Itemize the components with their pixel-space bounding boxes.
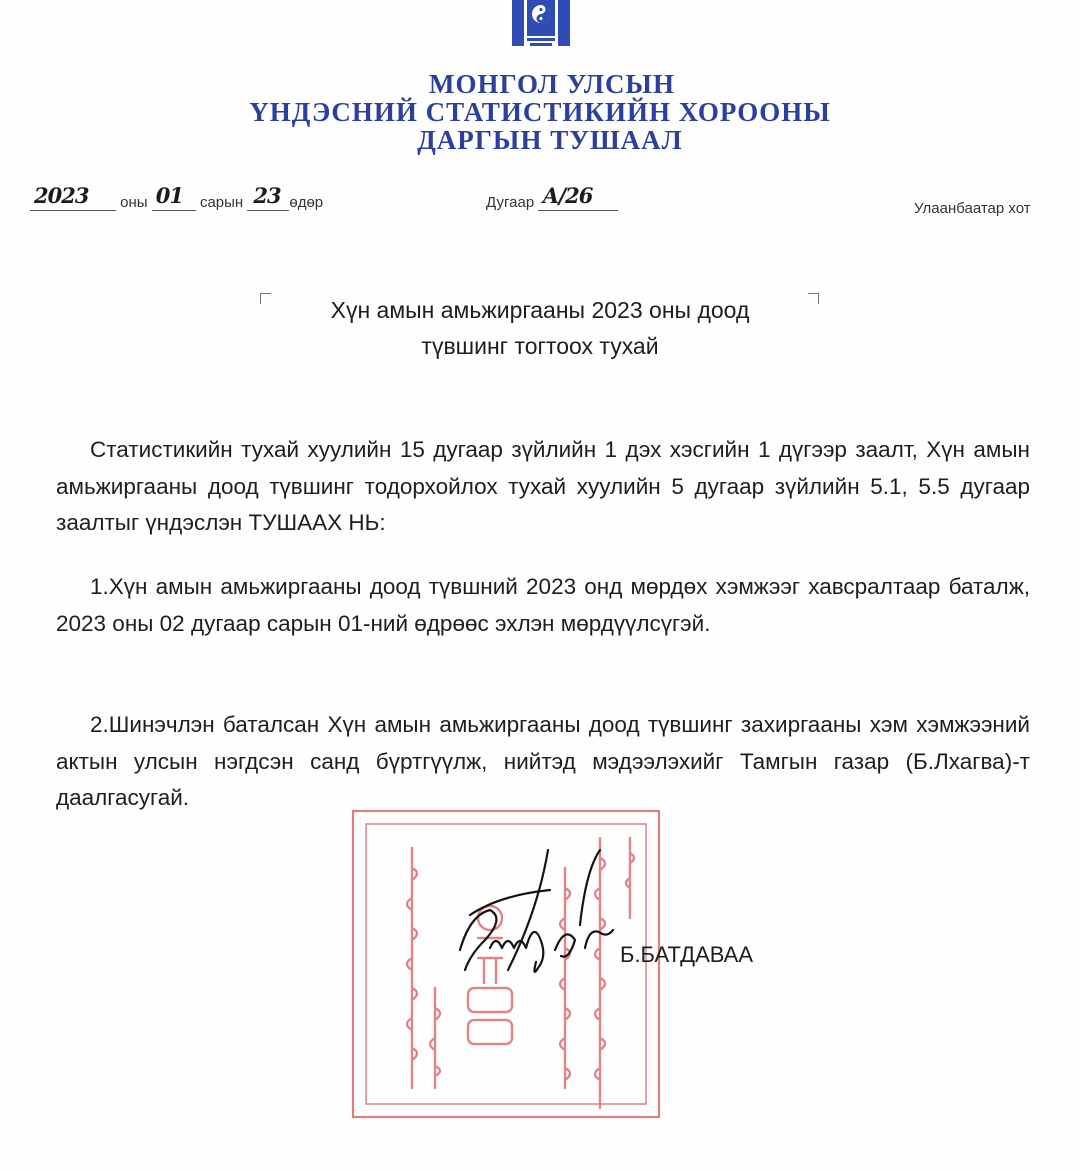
- month-suffix: сарын: [199, 194, 244, 211]
- header-line-country: МОНГОЛ УЛСЫН: [429, 69, 675, 99]
- paragraph-item-1: 1.Хүн амын амьжиргааны доод түвшний 2023 онд мөрдөх хэмжээг хавсралтаар баталж, 2023 оны 02 дугаар сарын 01-ний өдрөөс эхлэн мөрдүүлсүгэй.: [56, 574, 1030, 636]
- paragraph-item-2: 2.Шинэчлэн баталсан Хүн амын амьжиргааны доод түвшинг захиргааны хэм хэмжээний актын улсын нэгдсэн санд бүртгүүлж, нийтэд мэдээлэхийг Тамгын газар (Б.Лхагва)-т даалгасугай.: [56, 712, 1030, 810]
- document-title: [270, 292, 810, 364]
- order-number-label: Дугаар: [486, 194, 535, 211]
- date-field: [30, 183, 360, 220]
- year-handwritten: 2023: [34, 183, 89, 208]
- header-line-committee: ҮНДЭСНИЙ СТАТИСТИКИЙН ХОРООНЫ: [249, 97, 831, 127]
- month-handwritten: 01: [155, 183, 183, 208]
- day-handwritten: 23: [253, 183, 281, 208]
- year-blank: [30, 183, 116, 211]
- signer-name: Б.БАТДАВАА: [620, 942, 754, 967]
- order-number-blank: [538, 183, 618, 211]
- title-line-1: Хүн амын амьжиргааны 2023 оны доод: [330, 297, 750, 323]
- order-number-handwritten: А/26: [542, 183, 593, 208]
- paragraph-legal-basis: Статистикийн тухай хуулийн 15 дугаар зүйлийн 1 дэх хэсгийн 1 дүгээр заалт, Хүн амын амьжиргааны доод түвшинг тодорхойлох тухай хуулийн 5 дугаар зүйлийн 5.1, 5.5 дугаар заалтыг үндэслэн ТУШААХ НЬ:: [56, 437, 1030, 535]
- handwritten-signature: [440, 830, 640, 1010]
- document-header: [0, 70, 1080, 154]
- day-suffix: өдөр: [289, 194, 324, 211]
- year-suffix: оны: [120, 194, 148, 211]
- header-line-order: ДАРГЫН ТУШААЛ: [417, 125, 683, 155]
- day-blank: [247, 183, 289, 211]
- state-emblem-icon: [510, 0, 572, 50]
- order-number-field: [486, 183, 636, 220]
- title-line-2: түвшинг тогтоох тухай: [421, 333, 659, 359]
- city-label: Улаанбаатар хот: [914, 200, 1031, 217]
- month-blank: [152, 183, 196, 211]
